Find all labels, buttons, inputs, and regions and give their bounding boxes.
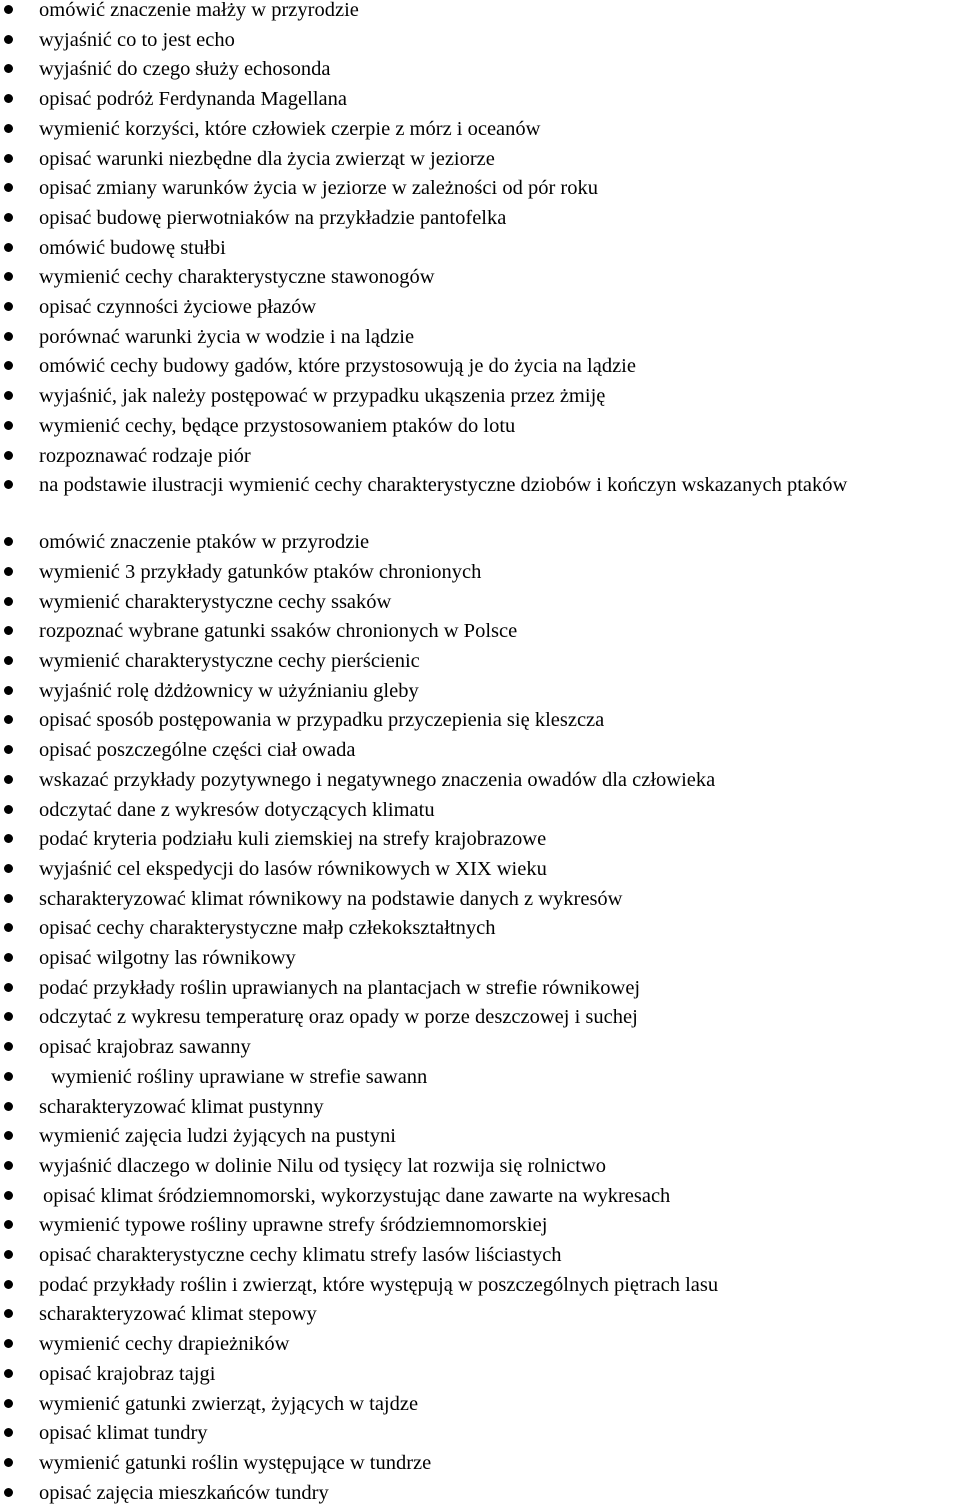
bullet-icon (4, 361, 13, 370)
list-item-text: opisać podróż Ferdynanda Magellana (39, 88, 347, 111)
bullet-icon (4, 686, 13, 695)
bullet-icon (4, 243, 13, 252)
list-item-text: podać przykłady roślin i zwierząt, które występują w poszczególnych piętrach lasu (39, 1273, 719, 1296)
bullet-icon (4, 1369, 13, 1378)
list-item-text: opisać budowę pierwotniaków na przykładzie pantofelka (39, 206, 507, 229)
bullet-icon (4, 1012, 13, 1021)
list-item-text: wymienić 3 przykłady gatunków ptaków chronionych (39, 560, 482, 583)
list-item-text: wymienić cechy charakterystyczne stawonogów (39, 266, 435, 289)
list-item-text: rozpoznawać rodzaje piór (39, 444, 251, 467)
bullet-icon (4, 894, 13, 903)
bullet-icon (4, 451, 13, 460)
list-item-text: podać przykłady roślin uprawianych na plantacjach w strefie równikowej (39, 976, 641, 999)
list-item-text: opisać czynności życiowe płazów (39, 296, 317, 318)
list-item-text: opisać cechy charakterystyczne małp człekokształtnych (39, 917, 496, 940)
bullet-icon (4, 1488, 13, 1497)
bullet-icon (4, 1072, 13, 1081)
list-item-text: wyjaśnić rolę dżdżownicy w użyźnianiu gleby (39, 679, 419, 702)
list-item-text: opisać zmiany warunków życia w jeziorze w zależności od pór roku (39, 177, 598, 200)
list-item-text: omówić budowę stułbi (39, 236, 226, 259)
list-item-text: wyjaśnić cel ekspedycji do lasów równikowych w XIX wieku (39, 857, 547, 880)
list-item-text: wyjaśnić dlaczego w dolinie Nilu od tysięcy lat rozwija się rolnictwo (39, 1154, 607, 1177)
list-item-text: opisać wilgotny las równikowy (39, 947, 296, 969)
bullet-icon (4, 1131, 13, 1140)
list-item-text: opisać krajobraz sawanny (39, 1036, 251, 1059)
list-item-text: opisać poszczególne części ciał owada (39, 739, 356, 762)
bullet-icon (4, 154, 13, 163)
list-item-text: wskazać przykłady pozytywnego i negatywnego znaczenia owadów dla człowieka (39, 768, 716, 791)
bullet-icon (4, 124, 13, 133)
list-item-text: opisać warunki niezbędne dla życia zwierząt w jeziorze (39, 147, 495, 170)
bullet-icon (4, 391, 13, 400)
list-item-text: scharakteryzować klimat pustynny (39, 1095, 324, 1118)
bullet-icon (4, 805, 13, 814)
bullet-icon (4, 1458, 13, 1467)
bullet-icon (4, 597, 13, 606)
bullet-icon (4, 183, 13, 192)
list-item-text: opisać klimat śródziemnomorski, wykorzystując dane zawarte na wykresach (43, 1184, 671, 1207)
bullet-icon (4, 332, 13, 341)
bullet-icon (4, 272, 13, 281)
list-item-text: wyjaśnić, jak należy postępować w przypadku ukąszenia przez żmiję (39, 385, 606, 408)
bullet-icon (4, 1309, 13, 1318)
bullet-icon (4, 745, 13, 754)
list-item-text: wymienić zajęcia ludzi żyjących na pustyni (39, 1125, 396, 1148)
list-item-text: odczytać dane z wykresów dotyczących klimatu (39, 798, 435, 821)
list-item-text: odczytać z wykresu temperaturę oraz opady w porze deszczowej i suchej (39, 1006, 638, 1029)
bullet-icon (4, 480, 13, 489)
bullet-icon (4, 5, 13, 14)
bullet-icon (4, 1220, 13, 1229)
list-item-text: omówić znaczenie małży w przyrodzie (39, 0, 359, 21)
list-item-text: podać kryteria podziału kuli ziemskiej na strefy krajobrazowe (39, 828, 547, 851)
bullet-icon (4, 35, 13, 44)
bullet-icon (4, 775, 13, 784)
list-item-text: opisać krajobraz tajgi (39, 1362, 216, 1385)
list-item-text: omówić znaczenie ptaków w przyrodzie (39, 531, 370, 554)
bullet-icon (4, 537, 13, 546)
list-item-text: wymienić typowe rośliny uprawne strefy śródziemnomorskiej (39, 1214, 548, 1237)
list-item-text: scharakteryzować klimat stepowy (39, 1303, 317, 1326)
list-item-text: opisać sposób postępowania w przypadku przyczepienia się kleszcza (39, 709, 605, 732)
list-item-text: wymienić gatunki roślin występujące w tundrze (39, 1451, 432, 1474)
bullet-icon (4, 421, 13, 430)
list-item-text: wyjaśnić do czego służy echosonda (39, 58, 331, 81)
list-item-text: opisać zajęcia mieszkańców tundry (39, 1481, 329, 1504)
list-item-text: scharakteryzować klimat równikowy na podstawie danych z wykresów (39, 887, 623, 910)
bullet-icon (4, 1339, 13, 1348)
bullet-icon (4, 864, 13, 873)
bullet-icon (4, 834, 13, 843)
bullet-icon (4, 1191, 13, 1200)
bullet-icon (4, 567, 13, 576)
bullet-icon (4, 923, 13, 932)
list-item-text: wyjaśnić co to jest echo (39, 28, 235, 51)
bullet-icon (4, 213, 13, 222)
list-item-text: omówić cechy budowy gadów, które przystosowują je do życia na lądzie (39, 355, 636, 378)
list-item-text: wymienić charakterystyczne cechy ssaków (39, 590, 392, 613)
bullet-icon (4, 1280, 13, 1289)
bullet-icon (4, 715, 13, 724)
list-item-text: porównać warunki życia w wodzie i na lądzie (39, 325, 415, 348)
list-item-text: wymienić charakterystyczne cechy pierścienic (39, 650, 420, 672)
bullet-icon (4, 1428, 13, 1437)
list-item-text: wymienić korzyści, które człowiek czerpie z mórz i oceanów (39, 117, 541, 140)
bullet-icon (4, 1161, 13, 1170)
bullet-icon (4, 1399, 13, 1408)
bullet-icon (4, 64, 13, 73)
bullet-icon (4, 1102, 13, 1111)
bullet-icon (4, 1250, 13, 1259)
bullet-icon (4, 656, 13, 665)
bullet-icon (4, 94, 13, 103)
bullet-icon (4, 302, 13, 311)
list-item-text: na podstawie ilustracji wymienić cechy charakterystyczne dziobów i kończyn wskazanych ptaków (39, 474, 848, 497)
bullet-icon (4, 626, 13, 635)
bullet-icon (4, 1042, 13, 1051)
list-item-text: wymienić gatunki zwierząt, żyjących w tajdze (39, 1392, 419, 1415)
list-item-text: opisać klimat tundry (39, 1422, 208, 1445)
list-item-text: wymienić rośliny uprawiane w strefie sawann (51, 1065, 428, 1088)
list-item-text: opisać charakterystyczne cechy klimatu strefy lasów liściastych (39, 1244, 562, 1266)
bullet-icon (4, 983, 13, 992)
list-item (0, 472, 960, 528)
list-item-text: rozpoznać wybrane gatunki ssaków chronionych w Polsce (39, 620, 518, 643)
bullet-icon (4, 953, 13, 962)
list-item-text: wymienić cechy, będące przystosowaniem ptaków do lotu (39, 414, 516, 437)
list-item-text: wymienić cechy drapieżników (39, 1333, 290, 1356)
